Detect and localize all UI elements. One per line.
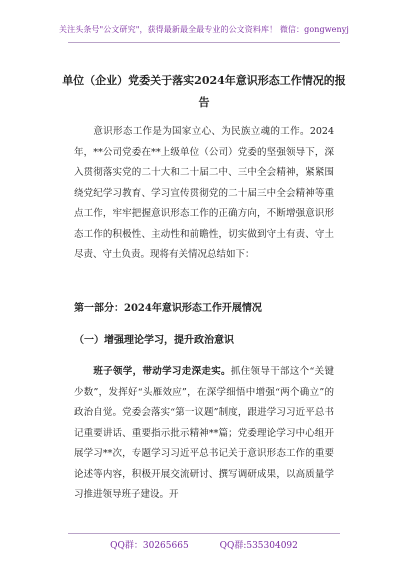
header-banner: 关注头条号"公文研究"，获得最新最全最专业的公文资料库！ 微信：gongwenyj xyxy=(59,25,349,34)
section-heading-1: 第一部分：2024年意识形态工作开展情况 xyxy=(74,303,262,314)
section-subheading-1: （一）增强理论学习，提升政治意识 xyxy=(74,335,234,346)
header-divider xyxy=(68,42,340,43)
footer-qq-group-2: QQ群:535304092 xyxy=(219,541,298,551)
paragraph-body: 抓住领导干部这个“关键少数”，发挥好“头雁效应”，在深学细悟中增强“两个确立”的政治自觉。党委会落实“第一议题”制度，跟进学习习近平总书记重要讲话、重要指示批示精神**篇；党委理论学习中心组开展学习**次，专题学习习近平总书记关于意识形态工作的重要论述等内容，积极开展交流研讨、撰写调研成果，以高质量学习推进领导班子建设。开 xyxy=(74,366,334,500)
footer-qq-group-1: QQ群：30265665 xyxy=(110,541,189,551)
intro-paragraph xyxy=(74,122,334,266)
document-title: 单位（企业）党委关于落实2024年意识形态工作情况的报告 xyxy=(62,74,346,109)
body-paragraph-2 xyxy=(74,362,334,506)
footer xyxy=(0,538,408,551)
footer-divider xyxy=(68,533,340,534)
intro-text: 意识形态工作是为国家立心、为民族立魂的工作。2024年，**公司党委在**上级单位（公司）党委的坚强领导下，深入贯彻落实党的二十大和二十届二中、三中全会精神，紧紧围绕党纪学习教育、学习宣传贯彻党的二十届三中全会精神等重点工作，牢牢把握意识形态工作的正确方向，不断增强意识形态工作的积极性、主动性和前瞻性，切实做到守土有责、守土尽责、守土负责。现将有关情况总结如下： xyxy=(74,126,334,260)
paragraph-lead: 班子领学，带动学习走深走实。 xyxy=(93,366,231,377)
